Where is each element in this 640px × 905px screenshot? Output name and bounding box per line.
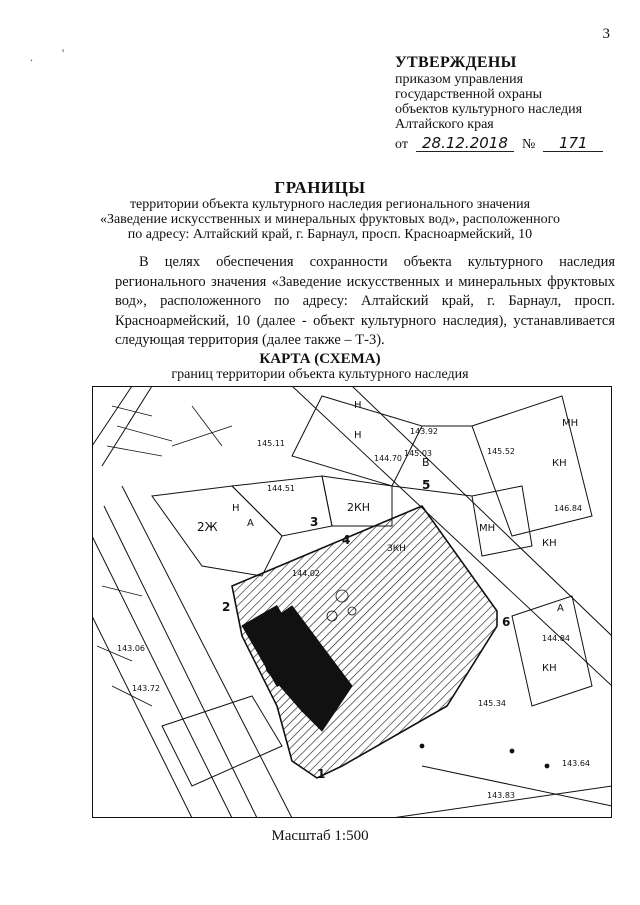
subtitle-line: территории объекта культурного наследия регионального значения — [129, 197, 531, 212]
elevation-label: 143.64 — [562, 759, 590, 768]
elevation-label: 143.83 — [487, 791, 515, 800]
elevation-label: 143.92 — [410, 427, 438, 436]
document-subtitle — [60, 197, 600, 242]
elevation-label: 145.03 — [404, 449, 432, 458]
elevation-label: 144.84 — [542, 634, 570, 643]
document-title: ГРАНИЦЫ — [274, 178, 366, 197]
elevation-label: 144.02 — [292, 569, 320, 578]
map-label-v: В — [422, 456, 430, 469]
approval-block — [395, 55, 611, 152]
map-drawing — [92, 386, 612, 818]
map-label-a: А — [247, 518, 254, 529]
body-paragraph: В целях обеспечения сохранности объекта культурного наследия регионального значения «Заведение искусственных и минеральных фруктовых вод», расположенного по адресу: Алтайский край, г. Барнаул, просп. Красноармейский, 10 (далее - объект культурного наследия), устанавливается следующая территория (далее также – Т-3). — [115, 254, 615, 348]
elevation-label: 145.34 — [478, 699, 506, 708]
subtitle-line: по адресу: Алтайский край, г. Барнаул, просп. Красноармейский, 10 — [127, 227, 533, 242]
boundary-point-2: 2 — [222, 600, 231, 614]
map-label-kn: КН — [552, 458, 567, 469]
number-value: 171 — [543, 136, 603, 152]
map-label-n: Н — [232, 503, 240, 514]
map-label-kn: КН — [542, 538, 557, 549]
elevation-label: 143.06 — [117, 644, 145, 653]
subtitle-line: «Заведение искусственных и минеральных фруктовых вод», расположенного — [99, 212, 561, 227]
stray-mark: ' — [62, 46, 65, 60]
approval-line: государственной охраны — [395, 87, 543, 102]
map-subtitle: границ территории объекта культурного наследия — [171, 367, 469, 382]
map-label-a: А — [557, 603, 564, 614]
elevation-label: 144.51 — [267, 484, 295, 493]
approval-heading: УТВЕРЖДЕНЫ — [395, 54, 517, 71]
elevation-label: 146.84 — [554, 504, 582, 513]
elevation-label: 144.70 — [374, 454, 402, 463]
cadastral-map — [92, 386, 612, 818]
boundary-point-6: 6 — [502, 615, 511, 629]
map-label-n: Н — [354, 400, 362, 411]
map-label-2kn: 2КН — [347, 501, 371, 514]
approval-line: объектов культурного наследия — [395, 102, 583, 117]
date-label: от — [395, 137, 408, 152]
elevation-label: 143.72 — [132, 684, 160, 693]
map-label-zkn: ЗКН — [387, 544, 406, 554]
map-title: КАРТА (СХЕМА) — [259, 351, 381, 367]
elevation-label: 145.11 — [257, 439, 285, 448]
approval-line: Алтайского края — [395, 117, 494, 132]
map-label-mn: МН — [562, 418, 579, 429]
approval-date-row — [395, 136, 611, 152]
stray-mark: . — [30, 50, 33, 64]
map-scale: Масштаб 1:500 — [271, 828, 369, 844]
approval-line: приказом управления — [395, 72, 524, 87]
map-label-2zh: 2Ж — [197, 520, 218, 534]
map-label-n: Н — [354, 430, 362, 441]
boundary-point-4: 4 — [342, 533, 351, 547]
map-label-mn: МН — [479, 523, 496, 534]
number-label: № — [521, 137, 536, 152]
page-number: 3 — [602, 26, 610, 42]
elevation-label: 145.52 — [487, 447, 515, 456]
boundary-point-1: 1 — [317, 767, 326, 781]
boundary-point-3: 3 — [310, 515, 319, 529]
boundary-point-5: 5 — [422, 478, 431, 492]
date-value: 28.12.2018 — [416, 136, 514, 152]
map-label-kn: КН — [542, 663, 557, 674]
